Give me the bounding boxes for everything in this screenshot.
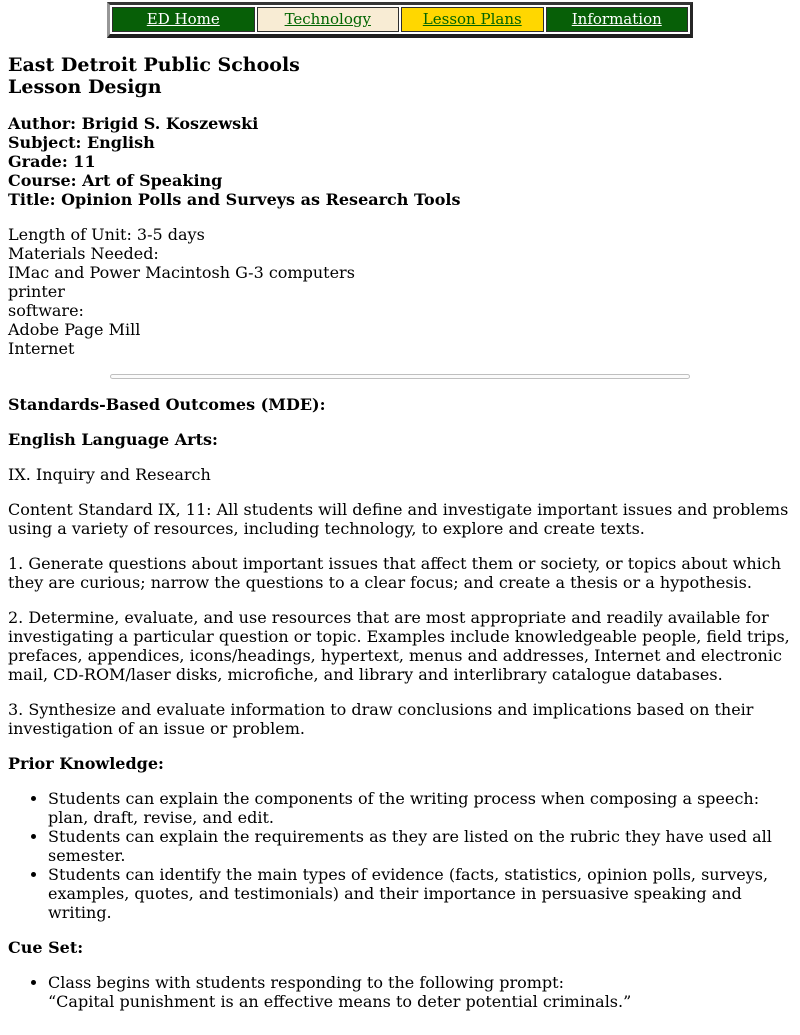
top-navigation	[8, 2, 792, 38]
cue-set-heading: Cue Set:	[8, 938, 84, 957]
materials-pagemill: Adobe Page Mill	[8, 320, 141, 339]
page-title	[8, 54, 792, 98]
materials-block	[8, 225, 792, 358]
standard-item-3: 3. Synthesize and evaluate information to draw conclusions and implications based on their investigation of an issue or problem.	[8, 700, 754, 738]
cue-set-list	[8, 973, 792, 1011]
list-item: • Students can identify the main types of evidence (facts, statistics, opinion polls, surveys, examples, quotes, and testimonials) and their importance in persuasive speaking and writing.	[48, 865, 792, 922]
list-item: • Students can explain the components of the writing process when composing a speech: plan, draft, revise, and edit.	[48, 789, 792, 827]
list-item	[48, 973, 792, 1011]
meta-author: Author: Brigid S. Koszewski	[8, 114, 259, 133]
meta-grade: Grade: 11	[8, 152, 96, 171]
standard-item-1: 1. Generate questions about important issues that affect them or society, or topics about which they are curious; narrow the questions to a clear focus; and create a thesis or a hypothesis.	[8, 554, 782, 592]
strand-line: IX. Inquiry and Research	[8, 465, 211, 484]
materials-computers: IMac and Power Macintosh G-3 computers	[8, 263, 355, 282]
meta-course: Course: Art of Speaking	[8, 171, 223, 190]
meta-title: Title: Opinion Polls and Surveys as Research Tools	[8, 190, 461, 209]
section-divider	[110, 374, 690, 379]
cue-prompt-quote: “Capital punishment is an effective means to deter potential criminals.”	[48, 992, 632, 1011]
standards-heading: Standards-Based Outcomes (MDE):	[8, 395, 326, 414]
cue-prompt-intro: • Class begins with students responding to the following prompt:	[48, 973, 564, 992]
materials-software-label: software:	[8, 301, 84, 320]
nav-table	[107, 2, 693, 38]
materials-printer: printer	[8, 282, 65, 301]
standard-item-2: 2. Determine, evaluate, and use resources that are most appropriate and readily available for investigating a particular question or topic. Examples include knowledgeable people, field trips, prefaces, appendices, icons/headings, hypertext, menus and addresses, Internet and electronic mail, CD-ROM/laser disks, microfiche, and library and interlibrary catalogue databases.	[8, 608, 790, 684]
document-type: Lesson Design	[8, 76, 162, 98]
nav-item-technology[interactable]: Technology	[257, 7, 400, 32]
nav-item-information[interactable]: Information	[546, 7, 689, 32]
meta-subject: Subject: English	[8, 133, 155, 152]
content-standard-paragraph: Content Standard IX, 11: All students will define and investigate important issues and problems using a variety of resources, including technology, to explore and create texts.	[8, 500, 789, 538]
ela-heading: English Language Arts:	[8, 430, 218, 449]
prior-knowledge-heading: Prior Knowledge:	[8, 754, 164, 773]
materials-label: Materials Needed:	[8, 244, 159, 263]
lesson-meta	[8, 114, 792, 209]
materials-internet: Internet	[8, 339, 75, 358]
prior-knowledge-list	[8, 789, 792, 922]
list-item: • Students can explain the requirements as they are listed on the rubric they have used all semester.	[48, 827, 792, 865]
nav-item-lesson-plans[interactable]: Lesson Plans	[401, 7, 544, 32]
district-name: East Detroit Public Schools	[8, 54, 300, 76]
nav-item-ed-home[interactable]: ED Home	[112, 7, 255, 32]
unit-length: Length of Unit: 3-5 days	[8, 225, 205, 244]
